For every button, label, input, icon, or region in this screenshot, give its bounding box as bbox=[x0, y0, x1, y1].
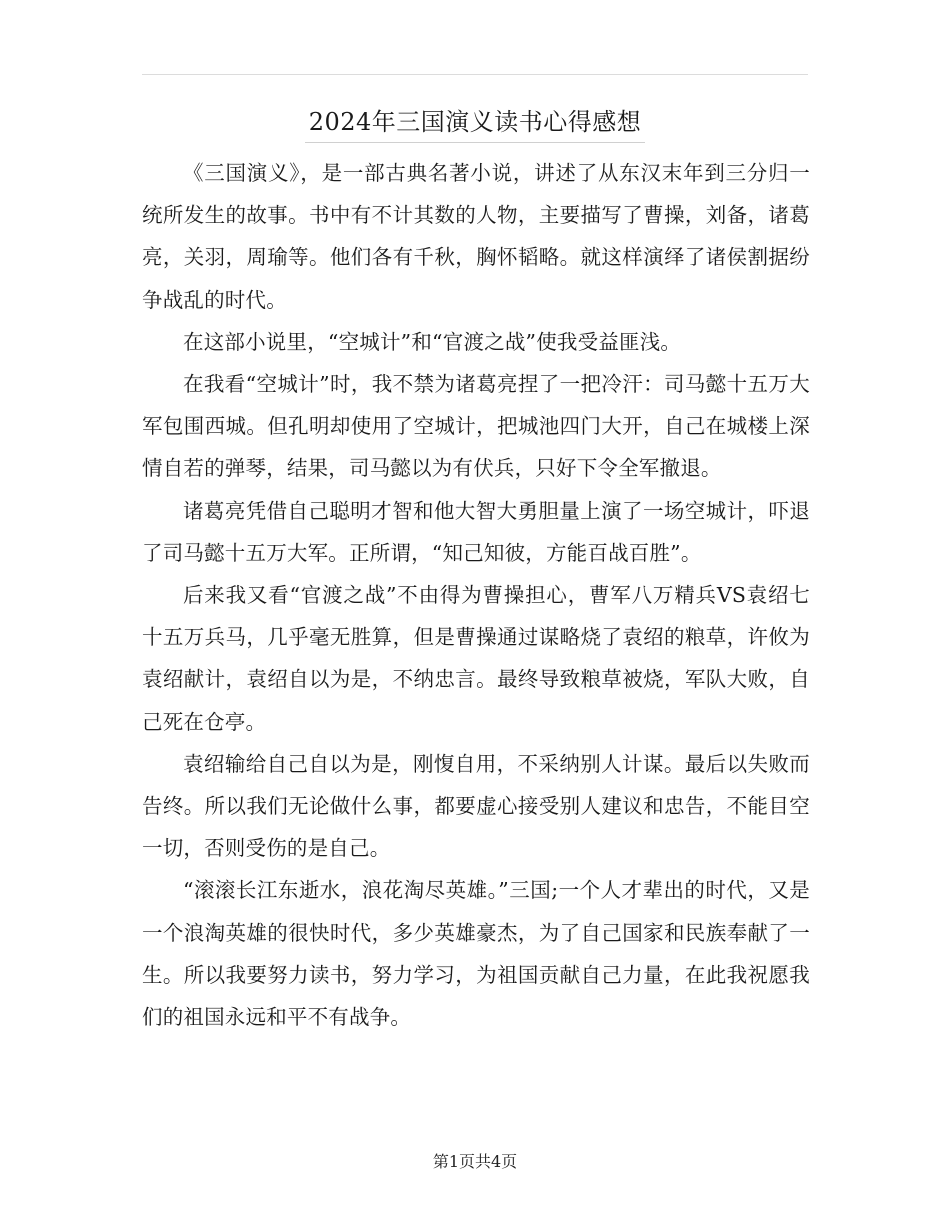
paragraph-conclusion: “滚滚长江东逝水，浪花淘尽英雄。”三国;一个人才辈出的时代，又是一个浪淘英雄的很快时代，多少英雄豪杰，为了自己国家和民族奉献了一生。所以我要努力读书，努力学习，为祖国贡献自己力量，在此我祝愿我们的祖国永远和平不有战争。 bbox=[142, 878, 810, 1030]
paragraph-zhuge-liang: 诸葛亮凭借自己聪明才智和他大智大勇胆量上演了一场空城计，吓退了司马懿十五万大军。正所谓，“知己知彼，方能百战百胜”。 bbox=[142, 498, 810, 565]
paragraph-highlights: 在这部小说里，“空城计”和“官渡之战”使我受益匪浅。 bbox=[183, 329, 682, 354]
paragraph-intro: 《三国演义》，是一部古典名著小说，讲述了从东汉末年到三分归一统所发生的故事。书中有不计其数的人物，主要描写了曹操，刘备，诸葛亮，关羽，周瑜等。他们各有千秋，胸怀韬略。就这样演绎了诸侯割据纷争战乱的时代。 bbox=[142, 161, 810, 312]
title-container bbox=[142, 104, 808, 143]
paragraph-guandu: 后来我又看“官渡之战”不由得为曹操担心，曹军八万精兵VS袁绍七十五万兵马，几乎毫无胜算，但是曹操通过谋略烧了袁绍的粮草，许攸为袁绍献计，袁绍自以为是，不纳忠言。最终导致粮草被烧，军队大败，自己死在仓亭。 bbox=[142, 583, 810, 734]
page-number: 第1页共4页 bbox=[432, 1152, 518, 1171]
document-body bbox=[142, 152, 810, 1038]
document-title: 2024年三国演义读书心得感想 bbox=[305, 104, 646, 143]
header-rule bbox=[142, 74, 808, 75]
paragraph-yuan-shao: 袁绍输给自己自以为是，刚愎自用，不采纳别人计谋。最后以失败而告终。所以我们无论做什么事，都要虚心接受别人建议和忠告，不能目空一切，否则受伤的是自己。 bbox=[142, 751, 810, 861]
paragraph-empty-fort: 在我看“空城计”时，我不禁为诸葛亮捏了一把冷汗：司马懿十五万大军包围西城。但孔明却使用了空城计，把城池四门大开，自己在城楼上深情自若的弹琴，结果，司马懿以为有伏兵，只好下令全军撤退。 bbox=[142, 372, 810, 481]
